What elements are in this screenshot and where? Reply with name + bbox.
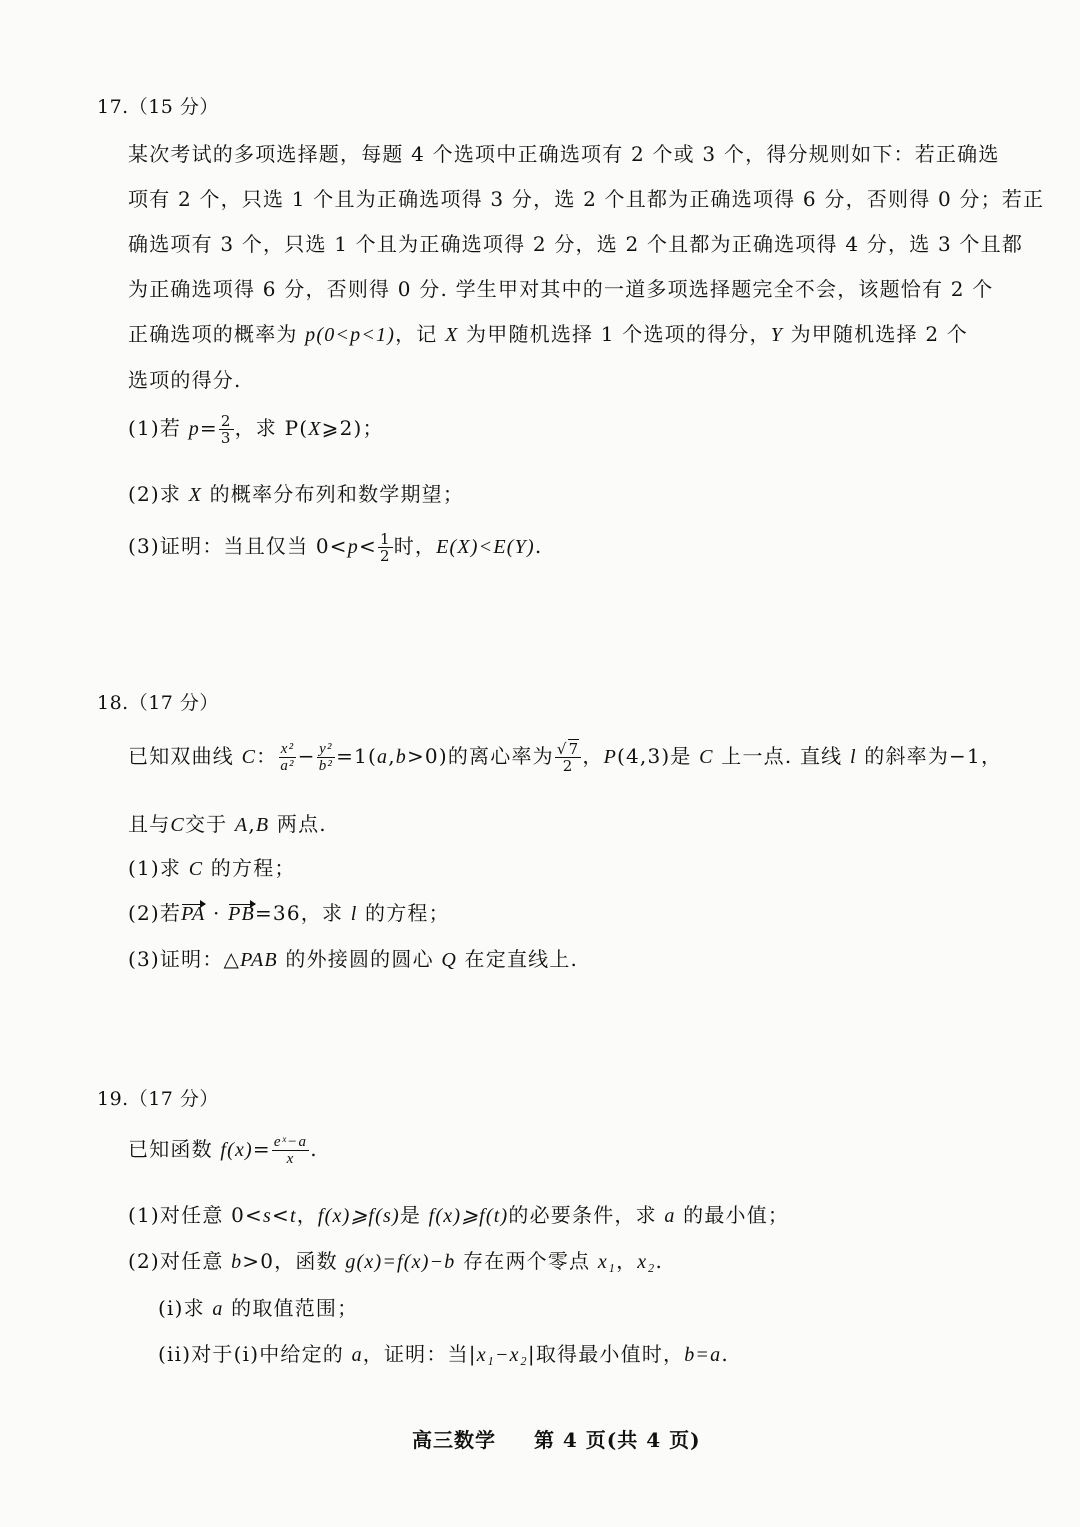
fraction: $\frac{1}{2}$: [379, 530, 391, 565]
vector-pa: PA: [181, 903, 206, 925]
vector-pb: PB: [228, 903, 255, 925]
q19-part-1: (1)对任意 0<s<t，f(x)⩾f(s)是 f(x)⩾f(t)的必要条件，求 a 的最小值；: [128, 1203, 790, 1227]
fraction: $\frac{\text{y²}}{\text{b²}}$: [318, 741, 334, 774]
q19-subpart-i: (i)求 a 的取值范围；: [158, 1296, 359, 1320]
q18-line-1: 已知双曲线 C： $\frac{\text{x²}}{\text{a²}}$ − $\frac{\text{y²}}{\text{b²}}$ =1(a,b>0)的离心率为 $\frac{√7}{2}$ ，P(4,3)是 C 上一点. 直线 l 的斜率为−1，: [128, 740, 1003, 775]
page-footer: [412, 1424, 701, 1453]
q17-line-5: 正确选项的概率为 p(0<p<1)，记 X 为甲随机选择 1 个选项的得分，Y 为甲随机选择 2 个: [128, 322, 969, 346]
q19-line-1: 已知函数 f(x)= $\frac{\text{eˣ−a}}{x}$ .: [128, 1134, 318, 1167]
q18-part-1: (1)求 C 的方程；: [128, 856, 296, 880]
fraction: $\frac{√7}{2}$: [556, 740, 580, 775]
q17-line-3: 确选项有 3 个，只选 1 个且为正确选项得 2 分，选 2 个且都为正确选项得 4 分，选 3 个且都: [128, 232, 1024, 256]
q18-heading: 18.（17 分）: [97, 692, 219, 714]
q19-heading: 19.（17 分）: [97, 1088, 219, 1110]
q17-line-4: 为正确选项得 6 分，否则得 0 分. 学生甲对其中的一道多项选择题完全不会，该题恰有 2 个: [128, 277, 994, 301]
q18-part-3: (3)证明：△PAB 的外接圆的圆心 Q 在定直线上.: [128, 947, 579, 971]
q17-line-2: 项有 2 个，只选 1 个且为正确选项得 3 分，选 2 个且都为正确选项得 6 分，否则得 0 分；若正: [128, 187, 1045, 211]
q19-part-2: (2)对任意 b>0，函数 g(x)=f(x)−b 存在两个零点 x₁，x₂.: [128, 1249, 664, 1273]
footer-subject: 高三数学: [412, 1428, 496, 1452]
fraction: $\frac{\text{eˣ−a}}{x}$: [273, 1134, 308, 1167]
q17-part-1: (1)若 p= $\frac{2}{3}$ ，求 P(X⩾2)；: [128, 412, 384, 447]
q17-part-2: (2)求 X 的概率分布列和数学期望；: [128, 482, 465, 506]
q18-part-2: (2)若PA · PB=36，求 l 的方程；: [128, 901, 450, 925]
q17-line-1: 某次考试的多项选择题，每题 4 个选项中正确选项有 2 个或 3 个，得分规则如下：若正确选: [128, 142, 1000, 166]
q17-heading: 17.（15 分）: [97, 96, 219, 118]
q18-line-2: 且与C交于 A,B 两点.: [128, 812, 327, 836]
q17-part-3: (3)证明：当且仅当 0<p< $\frac{1}{2}$ 时，E(X)<E(Y).: [128, 530, 543, 565]
q17-line-6: 选项的得分.: [128, 368, 242, 392]
footer-page-number: 第 4 页(共 4 页): [533, 1428, 701, 1452]
fraction: $\frac{2}{3}$: [220, 412, 232, 447]
fraction: $\frac{\text{x²}}{\text{a²}}$: [280, 741, 295, 774]
q19-subpart-ii: (ii)对于(i)中给定的 a，证明：当|x₁−x₂|取得最小值时，b=a.: [158, 1342, 729, 1366]
